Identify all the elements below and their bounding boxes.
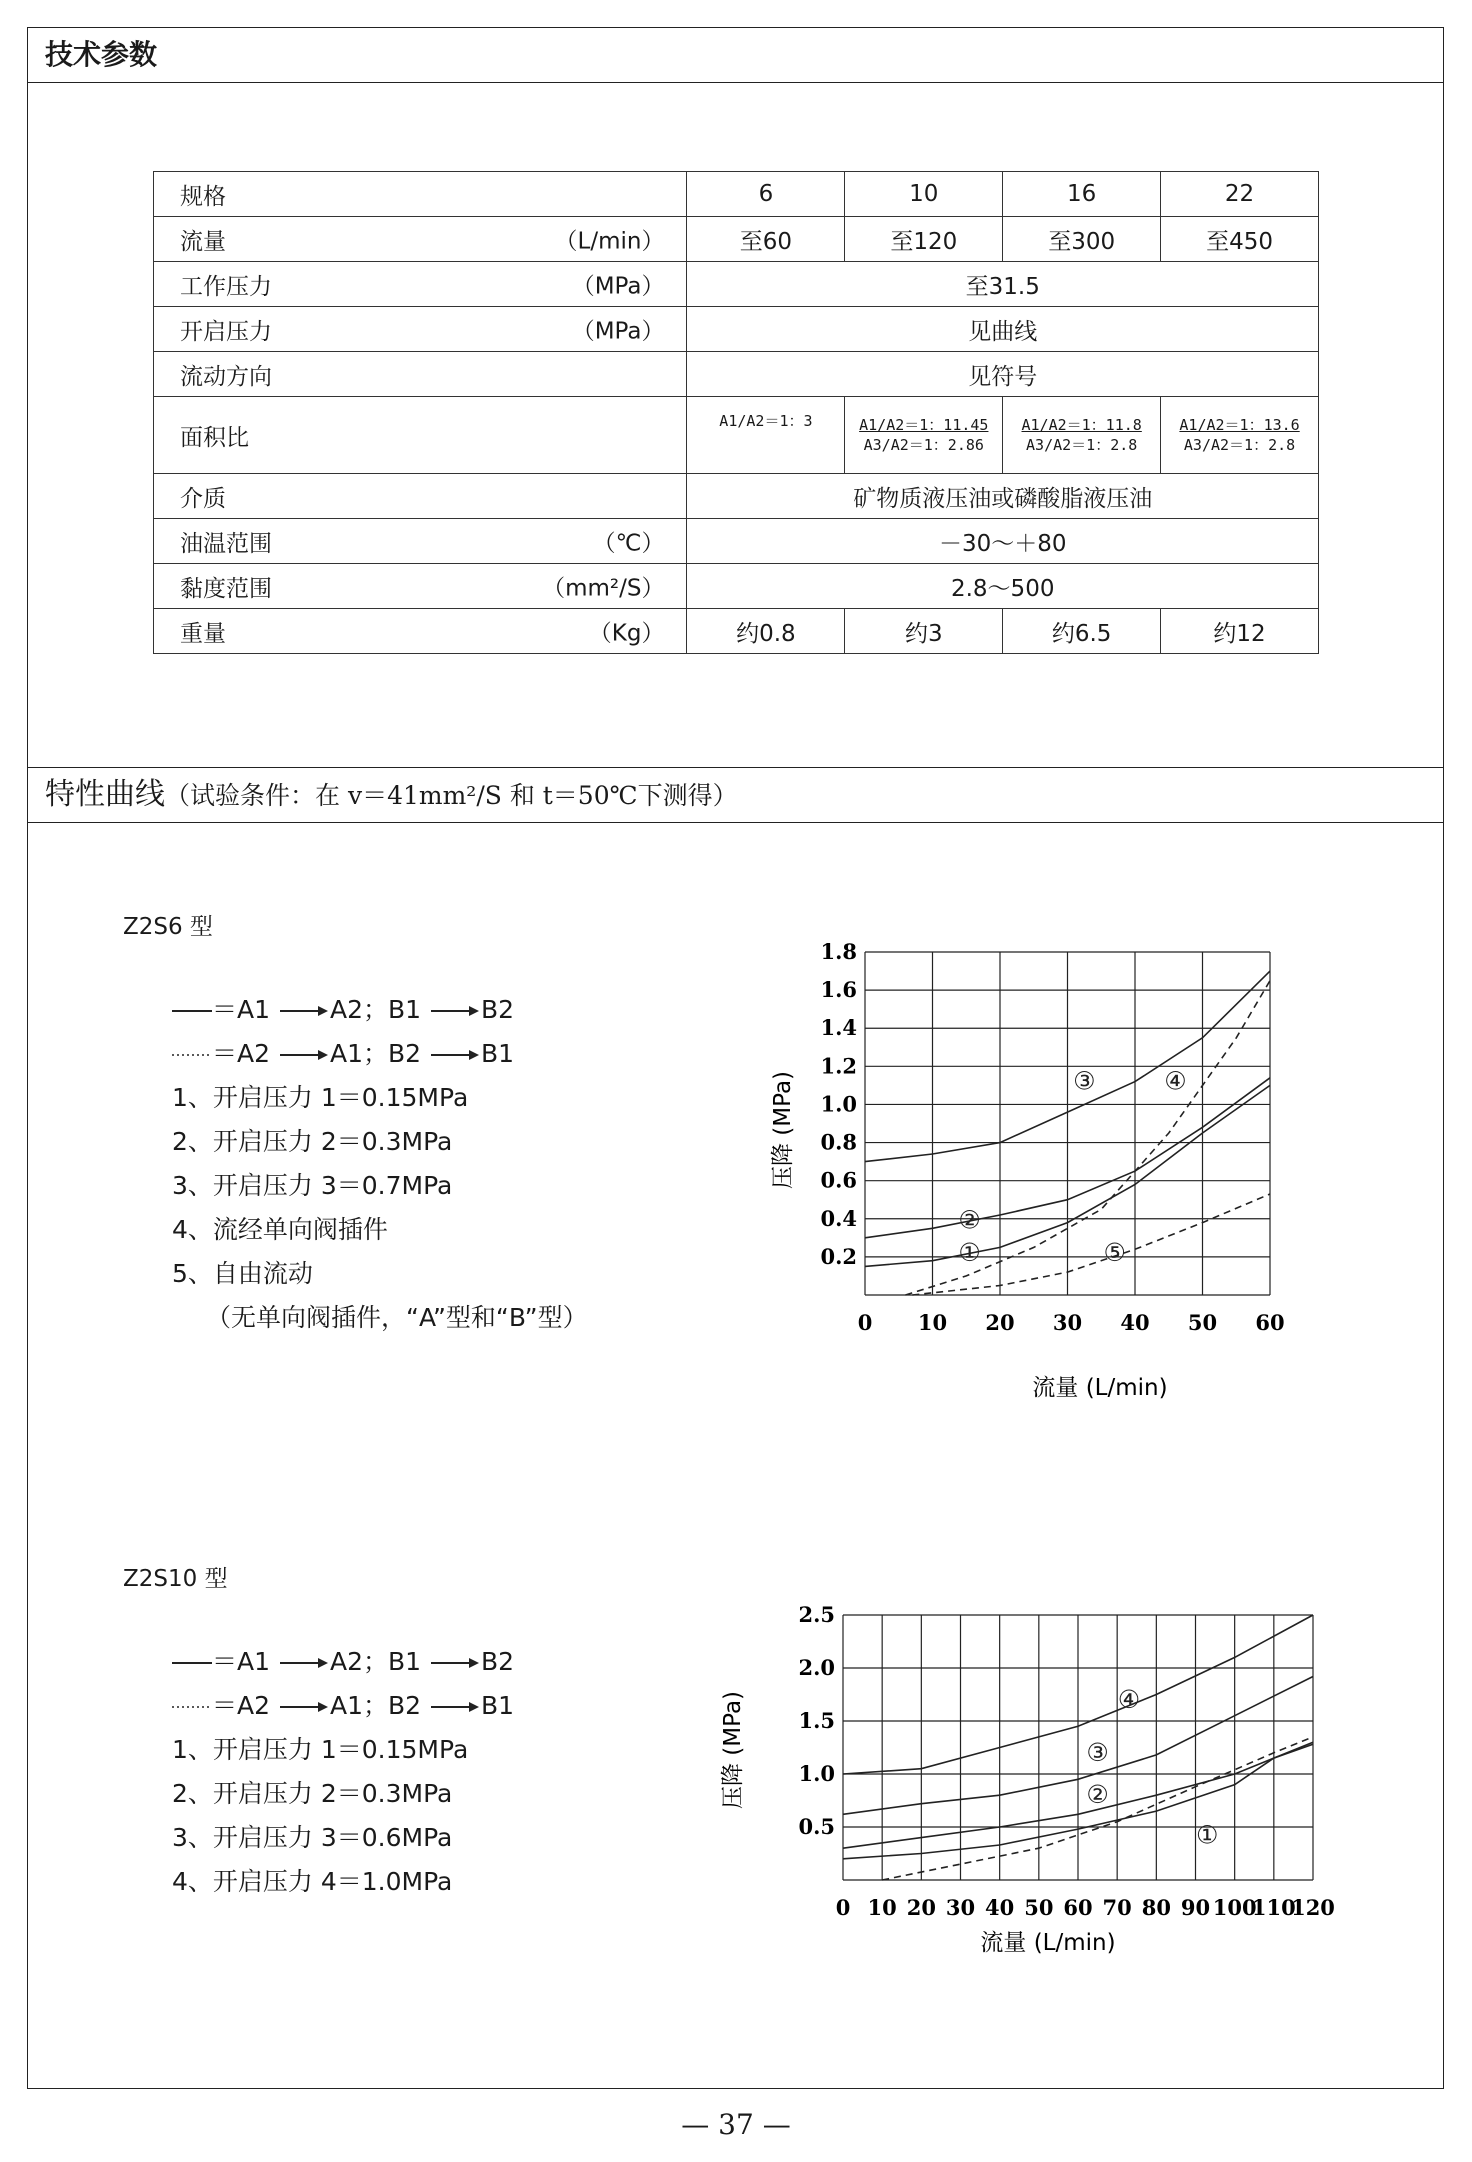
arrow-right-icon [278,1004,330,1018]
table-row [154,217,1319,262]
table-row [154,307,1319,352]
curve-label: ③ [1086,1737,1109,1767]
note: 4、流经单向阀插件 [172,1215,388,1244]
y-tick-label: 0.6 [820,1167,857,1193]
x-tick-label: 80 [1141,1895,1171,1920]
size-cell: 22 [1161,172,1319,217]
value-cell: 矿物质液压油或磷酸脂液压油 [687,474,1319,519]
test-condition: （试验条件：在 v＝41mm²/S 和 t＝50℃下测得） [165,781,738,810]
x-tick-label: 70 [1102,1895,1132,1920]
curve-label: ① [958,1238,981,1268]
value-cell: 至450 [1161,217,1319,262]
value-cell: 约6.5 [1003,609,1161,654]
ratio-cell: A1/A2＝1：3 [687,397,845,474]
row-label: 开启压力 （MPa） [154,307,687,352]
y-tick-label: 0.2 [820,1243,857,1269]
arrow-right-icon [278,1700,330,1714]
y-tick-label: 1.2 [820,1053,857,1079]
x-tick-label: 40 [1120,1310,1150,1335]
legend-solid: ＝A1 A2；B1 B2 [172,1640,514,1684]
table-row [154,564,1319,609]
legend-solid: ＝A1 A2；B1 B2 [172,988,588,1032]
unit-label: （℃） [592,530,665,557]
unit-label: （Kg） [588,620,665,647]
curve-label: ⑤ [1103,1238,1126,1268]
arrow-right-icon [429,1700,481,1714]
size-cell: 6 [687,172,845,217]
curve-label: ② [958,1205,981,1235]
unit-label: （mm²/S） [542,575,665,602]
spec-table [153,171,1319,654]
y-tick-label: 0.5 [798,1814,835,1839]
value-cell: 见曲线 [687,307,1319,352]
y-tick-label: 2.5 [798,1602,835,1627]
row-label: 油温范围 （℃） [154,519,687,564]
note: 1、开启压力 1＝0.15MPa [172,1735,469,1764]
y-axis-title: 压降 (MPa) [720,1690,746,1810]
y-tick-label: 0.4 [820,1205,857,1231]
size-cell: 16 [1003,172,1161,217]
ratio-cell: A1/A2＝1：11.45 A3/A2＝1：2.86 [845,397,1003,474]
legend-dashed: ＝A2 A1；B2 B1 [172,1032,588,1076]
x-tick-label: 20 [985,1310,1015,1335]
curve-label: ④ [1164,1066,1187,1096]
x-tick-label: 0 [835,1895,851,1920]
y-tick-label: 1.6 [820,977,857,1003]
legend-dashed: ＝A2 A1；B2 B1 [172,1684,514,1728]
value-cell: 至31.5 [687,262,1319,307]
x-tick-label: 30 [1052,1310,1083,1335]
row-label: 重量 （Kg） [154,609,687,654]
table-row [154,172,1319,217]
curve-label: ③ [1073,1066,1096,1096]
value-cell: 见符号 [687,352,1319,397]
table-row [154,262,1319,307]
x-tick-label: 100 [1212,1895,1257,1920]
ratio-cell: A1/A2＝1：11.8 A3/A2＝1：2.8 [1003,397,1161,474]
table-row [154,474,1319,519]
row-label: 黏度范围 （mm²/S） [154,564,687,609]
unit-label: （MPa） [571,273,665,300]
x-tick-label: 10 [867,1895,897,1920]
y-tick-label: 1.4 [820,1015,857,1041]
y-tick-label: 1.8 [820,940,857,964]
unit-label: （L/min） [554,228,665,255]
chart-z2s6 [760,940,1320,1410]
note: 3、开启压力 3＝0.6MPa [172,1823,453,1852]
arrow-right-icon [429,1656,481,1670]
x-tick-label: 30 [945,1895,976,1920]
value-cell: －30～＋80 [687,519,1319,564]
dotted-line-icon [172,1702,212,1712]
y-tick-label: 1.0 [798,1761,835,1786]
y-axis-title: 压降 (MPa) [770,1070,796,1190]
row-label: 面积比 [154,397,687,474]
x-axis-title: 流量 (L/min) [1032,1375,1168,1401]
value-cell: 至60 [687,217,845,262]
note: 4、开启压力 4＝1.0MPa [172,1867,453,1896]
dotted-line-icon [172,1050,212,1060]
arrow-right-icon [278,1048,330,1062]
value-cell: 约3 [845,609,1003,654]
value-cell: 2.8～500 [687,564,1319,609]
unit-label: （MPa） [571,318,665,345]
note: 5、自由流动 [172,1259,313,1288]
value-cell: 至300 [1003,217,1161,262]
row-label: 流动方向 [154,352,687,397]
arrow-right-icon [429,1004,481,1018]
note: 1、开启压力 1＝0.15MPa [172,1083,469,1112]
arrow-right-icon [429,1048,481,1062]
model-title: Z2S10 型 [123,1566,228,1592]
note: （无单向阀插件，“A”型和“B”型） [206,1303,588,1332]
ratio-cell: A1/A2＝1：13.6 A3/A2＝1：2.8 [1161,397,1319,474]
note: 2、开启压力 2＝0.3MPa [172,1127,453,1156]
chart-z2s10 [710,1595,1350,1975]
x-tick-label: 0 [857,1310,873,1335]
x-axis-title: 流量 (L/min) [980,1930,1116,1956]
size-cell: 10 [845,172,1003,217]
x-tick-label: 60 [1063,1895,1093,1920]
model-title: Z2S6 型 [123,914,213,940]
row-label: 工作压力 （MPa） [154,262,687,307]
y-tick-label: 1.5 [798,1708,835,1733]
x-tick-label: 50 [1187,1310,1218,1335]
model-legend [172,1640,514,1904]
curve-label: ② [1086,1780,1109,1810]
section-title-curves: 特性曲线（试验条件：在 v＝41mm²/S 和 t＝50℃下测得） [27,767,1444,823]
row-label: 流量 （L/min） [154,217,687,262]
solid-line-icon [172,1658,212,1668]
table-row [154,397,1319,474]
note: 3、开启压力 3＝0.7MPa [172,1171,453,1200]
x-tick-label: 120 [1291,1895,1335,1920]
row-label: 介质 [154,474,687,519]
x-tick-label: 20 [906,1895,936,1920]
value-cell: 至120 [845,217,1003,262]
x-tick-label: 110 [1251,1895,1296,1920]
value-cell: 约0.8 [687,609,845,654]
value-cell: 约12 [1161,609,1319,654]
row-label: 规格 [154,172,687,217]
x-tick-label: 40 [985,1895,1015,1920]
section-title-tech-params: 技术参数 [27,27,1444,83]
table-row [154,609,1319,654]
page-number: — 37 — [681,2108,791,2141]
curve-label: ④ [1117,1684,1141,1714]
note: 2、开启压力 2＝0.3MPa [172,1779,453,1808]
y-tick-label: 2.0 [798,1655,835,1680]
model-legend [172,988,588,1340]
curve-label: ① [1196,1820,1219,1850]
x-tick-label: 60 [1255,1310,1285,1335]
y-tick-label: 0.8 [820,1129,857,1155]
x-tick-label: 50 [1024,1895,1054,1920]
table-row [154,519,1319,564]
x-tick-label: 90 [1180,1895,1211,1920]
x-tick-label: 10 [917,1310,948,1335]
y-tick-label: 1.0 [820,1091,857,1117]
table-row [154,352,1319,397]
arrow-right-icon [278,1656,330,1670]
solid-line-icon [172,1006,212,1016]
